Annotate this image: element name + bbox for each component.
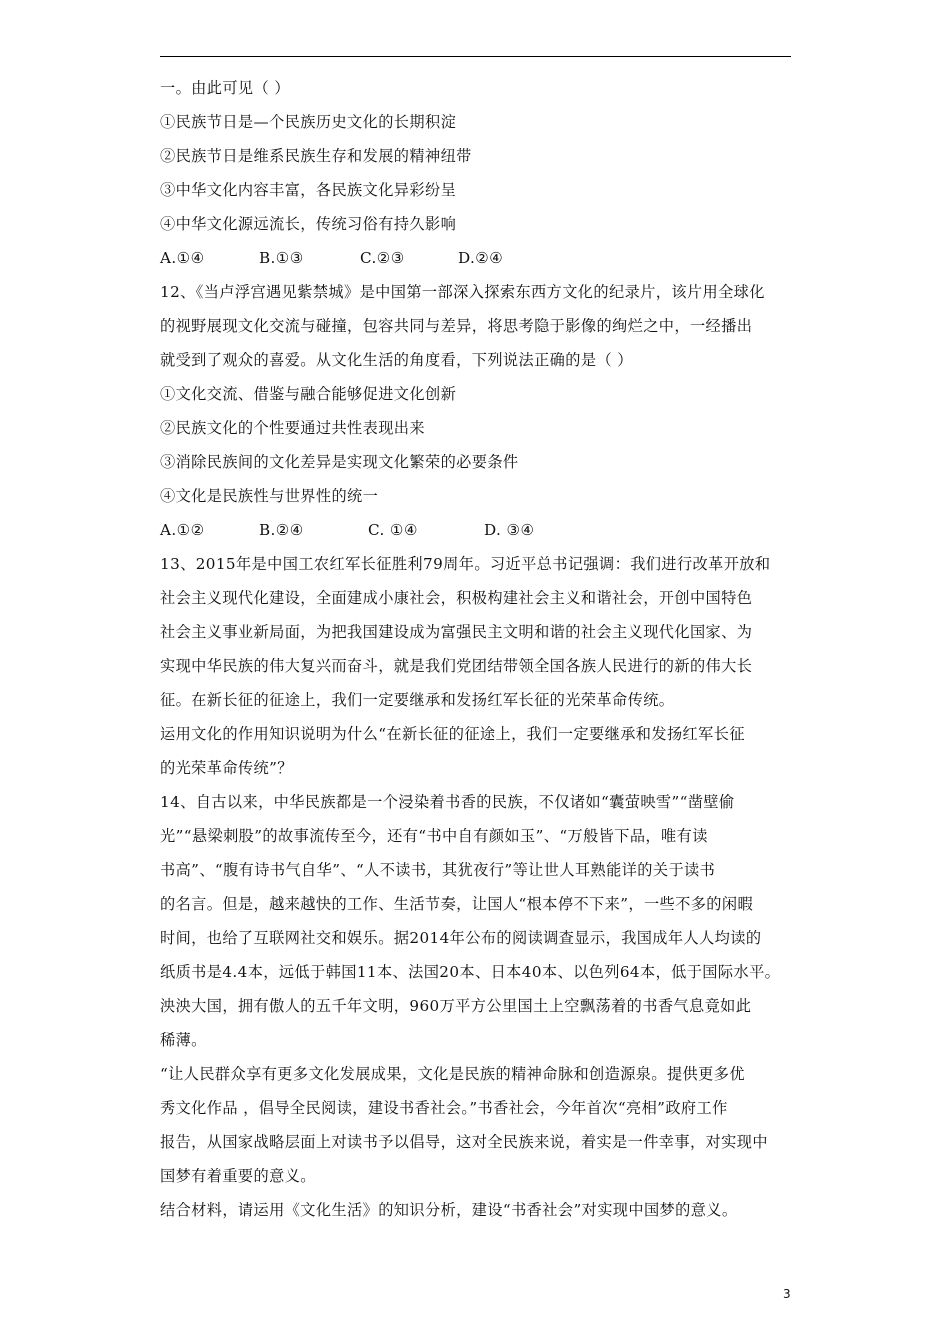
q12-choice-c: C. ①④ [368,521,418,539]
q13-line-3: 社会主义事业新局面，为把我国建设成为富强民主文明和谐的社会主义现代化国家、为 [160,623,753,641]
q12-option-1: ①文化交流、借鉴与融合能够促进文化创新 [160,385,457,403]
q12-stem-line-3: 就受到了观众的喜爱。从文化生活的角度看，下列说法正确的是（ ） [160,351,633,369]
q11-choice-d: D.②④ [458,249,504,267]
q11-option-3: ③中华文化内容丰富，各民族文化异彩纷呈 [160,181,457,199]
q12-choice-a: A.①② [160,521,205,539]
q14-quote-line-4: 国梦有着重要的意义。 [160,1167,316,1185]
header-rule [160,56,791,57]
q14-question: 结合材料，请运用《文化生活》的知识分析，建设“书香社会”对实现中国梦的意义。 [160,1201,738,1219]
q12-choice-b: B.②④ [259,521,304,539]
q12-stem-line-1: 12、《当卢浮宫遇见紫禁城》是中国第一部深入探索东西方文化的纪录片，该片用全球化 [160,283,765,301]
q12-choice-d: D. ③④ [484,521,535,539]
q14-quote-line-1: “让人民群众享有更多文化发展成果，文化是民族的精神命脉和创造源泉。提供更多优 [160,1065,745,1083]
q14-line-4: 的名言。但是，越来越快的工作、生活节奏，让国人“根本停不下来”，一些不多的闲暇 [160,895,754,913]
q13-line-2: 社会主义现代化建设，全面建成小康社会，积极构建社会主义和谐社会，开创中国特色 [160,589,753,607]
q11-choice-a: A.①④ [160,249,205,267]
q12-option-4: ④文化是民族性与世界性的统一 [160,487,379,505]
q11-option-1: ①民族节日是—个民族历史文化的长期积淀 [160,113,457,131]
q14-line-3: 书高”、“腹有诗书气自华”、“人不读书，其犹夜行”等让世人耳熟能详的关于读书 [160,861,716,879]
q14-quote-line-3: 报告，从国家战略层面上对读书予以倡导，这对全民族来说，着实是一件幸事，对实现中 [160,1133,768,1151]
q12-option-2: ②民族文化的个性要通过共性表现出来 [160,419,425,437]
q14-line-1: 14、自古以来，中华民族都是一个浸染着书香的民族，不仅诸如“囊萤映雪”“凿壁偷 [160,793,735,811]
page-number: 3 [783,1287,791,1301]
q14-line-2: 光”“悬梁刺股”的故事流传至今，还有“书中自有颜如玉”、“万般皆下品，唯有读 [160,827,708,845]
q14-line-7: 泱泱大国，拥有傲人的五千年文明，960万平方公里国土上空飘荡着的书香气息竟如此 [160,997,752,1015]
q13-question-line-1: 运用文化的作用知识说明为什么“在新长征的征途上，我们一定要继承和发扬红军长征 [160,725,745,743]
q12-stem-line-2: 的视野展现文化交流与碰撞，包容共同与差异，将思考隐于影像的绚烂之中，一经播出 [160,317,753,335]
q12-option-3: ③消除民族间的文化差异是实现文化繁荣的必要条件 [160,453,519,471]
q13-question-line-2: 的光荣革命传统”？ [160,759,293,777]
q13-line-4: 实现中华民族的伟大复兴而奋斗，就是我们党团结带领全国各族人民进行的新的伟大长 [160,657,753,675]
q14-line-6: 纸质书是4.4本，远低于韩国11本、法国20本、日本40本、以色列64本，低于国际水平。 [160,963,781,981]
q13-line-5: 征。在新长征的征途上，我们一定要继承和发扬红军长征的光荣革命传统。 [160,691,675,709]
q14-line-5: 时间，也给了互联网社交和娱乐。据2014年公布的阅读调查显示，我国成年人人均读的 [160,929,762,947]
q12-choices [160,513,800,547]
q11-stem-tail: 一。由此可见（ ） [160,79,290,97]
q11-choice-b: B.①③ [259,249,304,267]
q11-choice-c: C.②③ [360,249,405,267]
document-body [160,71,800,1227]
q14-line-8: 稀薄。 [160,1031,207,1049]
q14-quote-line-2: 秀文化作品 ，倡导全民阅读，建设书香社会。”书香社会，今年首次“亮相”政府工作 [160,1099,728,1117]
q11-choices [160,241,800,275]
q11-option-2: ②民族节日是维系民族生存和发展的精神纽带 [160,147,472,165]
q13-line-1: 13、2015年是中国工农红军长征胜利79周年。习近平总书记强调：我们进行改革开放和 [160,555,771,573]
q11-option-4: ④中华文化源远流长，传统习俗有持久影响 [160,215,457,233]
